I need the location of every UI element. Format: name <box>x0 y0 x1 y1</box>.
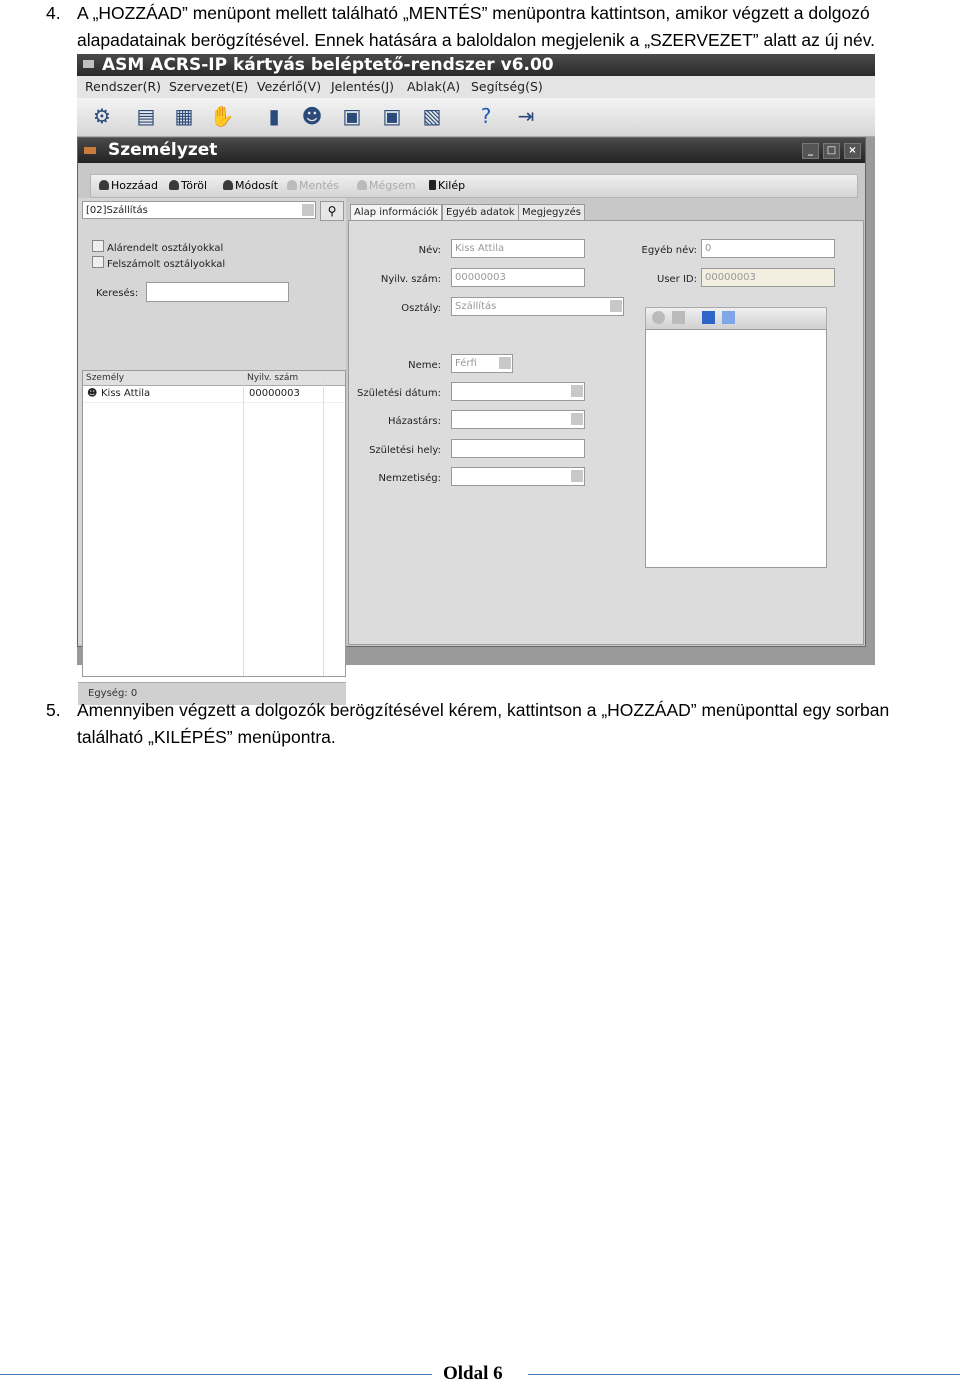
menu-rendszer[interactable]: Rendszer(R) <box>85 79 162 94</box>
spouse-field[interactable] <box>451 410 585 429</box>
exit-icon <box>429 180 436 190</box>
gender-field-value: Férfi <box>455 358 477 369</box>
person-icon[interactable] <box>652 311 665 324</box>
delete-button[interactable]: Töröl <box>169 175 207 197</box>
step-4-text-line1: A „HOZZÁAD” menüpont mellett található „MENTÉS” menüpontra kattintson, amikor végzett a dolgozó <box>77 3 870 23</box>
checkbox-icon <box>92 256 104 268</box>
tab-other-data[interactable]: Egyéb adatok <box>442 204 519 221</box>
organization-panel <box>78 198 346 699</box>
chevron-down-icon <box>571 413 583 425</box>
spouse-label: Házastárs: <box>388 416 441 427</box>
minimize-icon[interactable]: _ <box>802 143 819 159</box>
personnel-toolbar <box>90 174 858 198</box>
personnel-window <box>77 137 866 699</box>
grid-divider <box>323 371 324 676</box>
footer-divider-left <box>0 1374 432 1375</box>
reg-no-label: Nyilv. szám: <box>380 274 441 285</box>
modify-button[interactable]: Módosít <box>223 175 278 197</box>
app-titlebar <box>77 54 875 76</box>
department-select-value: [02]Szállítás <box>86 205 148 216</box>
birth-place-label: Születési hely: <box>369 445 441 456</box>
photo-area[interactable] <box>645 329 827 568</box>
grid-divider <box>243 371 244 676</box>
other-name-label: Egyéb név: <box>641 245 697 256</box>
add-button[interactable]: Hozzáad <box>99 175 158 197</box>
name-field[interactable]: Kiss Attila <box>451 239 585 258</box>
menu-segitseg[interactable]: Segítség(S) <box>471 79 543 94</box>
tab-notes[interactable]: Megjegyzés <box>518 204 585 221</box>
user-id-field[interactable]: 00000003 <box>701 268 835 287</box>
add-person-icon <box>99 180 109 190</box>
filter-icon[interactable] <box>672 311 685 324</box>
menu-szervezet[interactable]: Szervezet(E) <box>169 79 249 94</box>
department-label: Osztály: <box>401 303 441 314</box>
tab-basic-info[interactable]: Alap információk <box>350 204 442 221</box>
personnel-window-titlebar <box>78 138 865 163</box>
grid-cell-reg-no: 00000003 <box>249 388 300 399</box>
personnel-window-title: Személyzet <box>108 140 218 160</box>
chevron-down-icon <box>571 470 583 482</box>
hand-icon[interactable]: ✋ <box>209 104 235 128</box>
department-field[interactable] <box>451 297 624 316</box>
name-label: Név: <box>418 245 441 256</box>
search-input[interactable] <box>146 282 289 302</box>
save-button[interactable]: Mentés <box>287 175 339 197</box>
delete-person-icon <box>169 180 179 190</box>
app-icon <box>83 60 94 68</box>
app-toolbar <box>77 98 875 137</box>
personnel-grid <box>82 370 346 677</box>
page-number: Oldal 6 <box>443 1363 503 1384</box>
other-name-field[interactable]: 0 <box>701 239 835 258</box>
save-icon <box>287 180 297 190</box>
close-icon[interactable]: × <box>844 143 861 159</box>
person-icon: ☻ <box>87 388 98 399</box>
menu-vezerlo[interactable]: Vezérlő(V) <box>257 79 322 94</box>
birth-place-field[interactable] <box>451 439 585 458</box>
binoculars-search-icon[interactable]: ⚲ <box>320 201 344 221</box>
report-icon[interactable]: ▧ <box>422 104 442 128</box>
menu-jelentes[interactable]: Jelentés(J) <box>331 79 395 94</box>
photo-toolbar <box>645 307 827 330</box>
step-4-text-line2: alapadatainak berögzítésével. Ennek hatására a baloldalon megjelenik a „SZERVEZET” alatt az új név. <box>77 30 876 50</box>
modify-person-icon <box>223 180 233 190</box>
step-5-number: 5. <box>46 700 61 720</box>
maximize-icon[interactable]: □ <box>823 143 840 159</box>
org-chart-icon[interactable]: ▤ <box>136 104 156 128</box>
status-text: Egység: 0 <box>88 688 138 699</box>
nationality-label: Nemzetiség: <box>378 473 441 484</box>
computer-icon[interactable]: ▣ <box>342 104 362 128</box>
gender-label: Neme: <box>408 360 441 371</box>
help-icon[interactable]: ? <box>480 104 492 128</box>
step-5-text-line1: Amennyiben végzett a dolgozók berögzítésével kérem, kattintson a „HOZZÁAD” menüponttal egy sorban <box>77 700 890 720</box>
gender-field[interactable] <box>451 354 513 373</box>
grid-header-person[interactable]: Személy <box>86 373 125 383</box>
move-icon[interactable] <box>722 311 735 324</box>
cancel-button[interactable]: Mégsem <box>357 175 415 197</box>
app-title: ASM ACRS-IP kártyás beléptető-rendszer v6.00 <box>102 55 554 75</box>
chevron-down-icon <box>499 357 511 369</box>
chevron-down-icon <box>302 204 314 216</box>
checkbox-subdepartments[interactable]: Alárendelt osztályokkal <box>92 240 223 254</box>
table-row[interactable] <box>83 386 345 403</box>
embedded-screenshot <box>77 54 875 699</box>
user-id-label: User ID: <box>657 274 697 285</box>
menu-ablak[interactable]: Ablak(A) <box>407 79 461 94</box>
cancel-icon <box>357 180 367 190</box>
grid-cell-name: Kiss Attila <box>101 388 151 399</box>
department-select[interactable] <box>82 201 316 219</box>
crosshair-icon[interactable] <box>702 311 715 324</box>
basic-info-panel <box>348 220 864 645</box>
checkbox-icon <box>92 240 104 252</box>
window-icon <box>84 147 96 154</box>
controller-icon[interactable]: ▮ <box>268 104 280 128</box>
users-icon[interactable]: ▦ <box>174 104 194 128</box>
footer-divider-right <box>528 1374 960 1375</box>
calendar-icon <box>571 385 583 397</box>
grid-header <box>83 371 345 386</box>
step-5-text-line2: található „KILÉPÉS” menüpontra. <box>77 727 336 747</box>
person-card-icon[interactable]: ☻ <box>301 104 323 128</box>
exit-door-icon[interactable]: ⇥ <box>517 104 535 128</box>
exit-button[interactable]: Kilép <box>429 175 465 197</box>
birth-date-field[interactable] <box>451 382 585 401</box>
department-field-value: Szállítás <box>455 301 497 312</box>
search-label: Keresés: <box>96 288 139 299</box>
checkbox-closed-departments[interactable]: Felszámolt osztályokkal <box>92 256 225 270</box>
network-icon[interactable]: ⚙ <box>93 104 111 128</box>
chevron-down-icon <box>610 300 622 312</box>
app-menubar <box>77 76 875 98</box>
step-4-number: 4. <box>46 3 61 23</box>
reg-no-field[interactable]: 00000003 <box>451 268 585 287</box>
birth-date-label: Születési dátum: <box>357 388 441 399</box>
grid-header-reg-no[interactable]: Nyilv. szám <box>247 373 299 383</box>
computers-icon[interactable]: ▣ <box>382 104 402 128</box>
nationality-field[interactable] <box>451 467 585 486</box>
